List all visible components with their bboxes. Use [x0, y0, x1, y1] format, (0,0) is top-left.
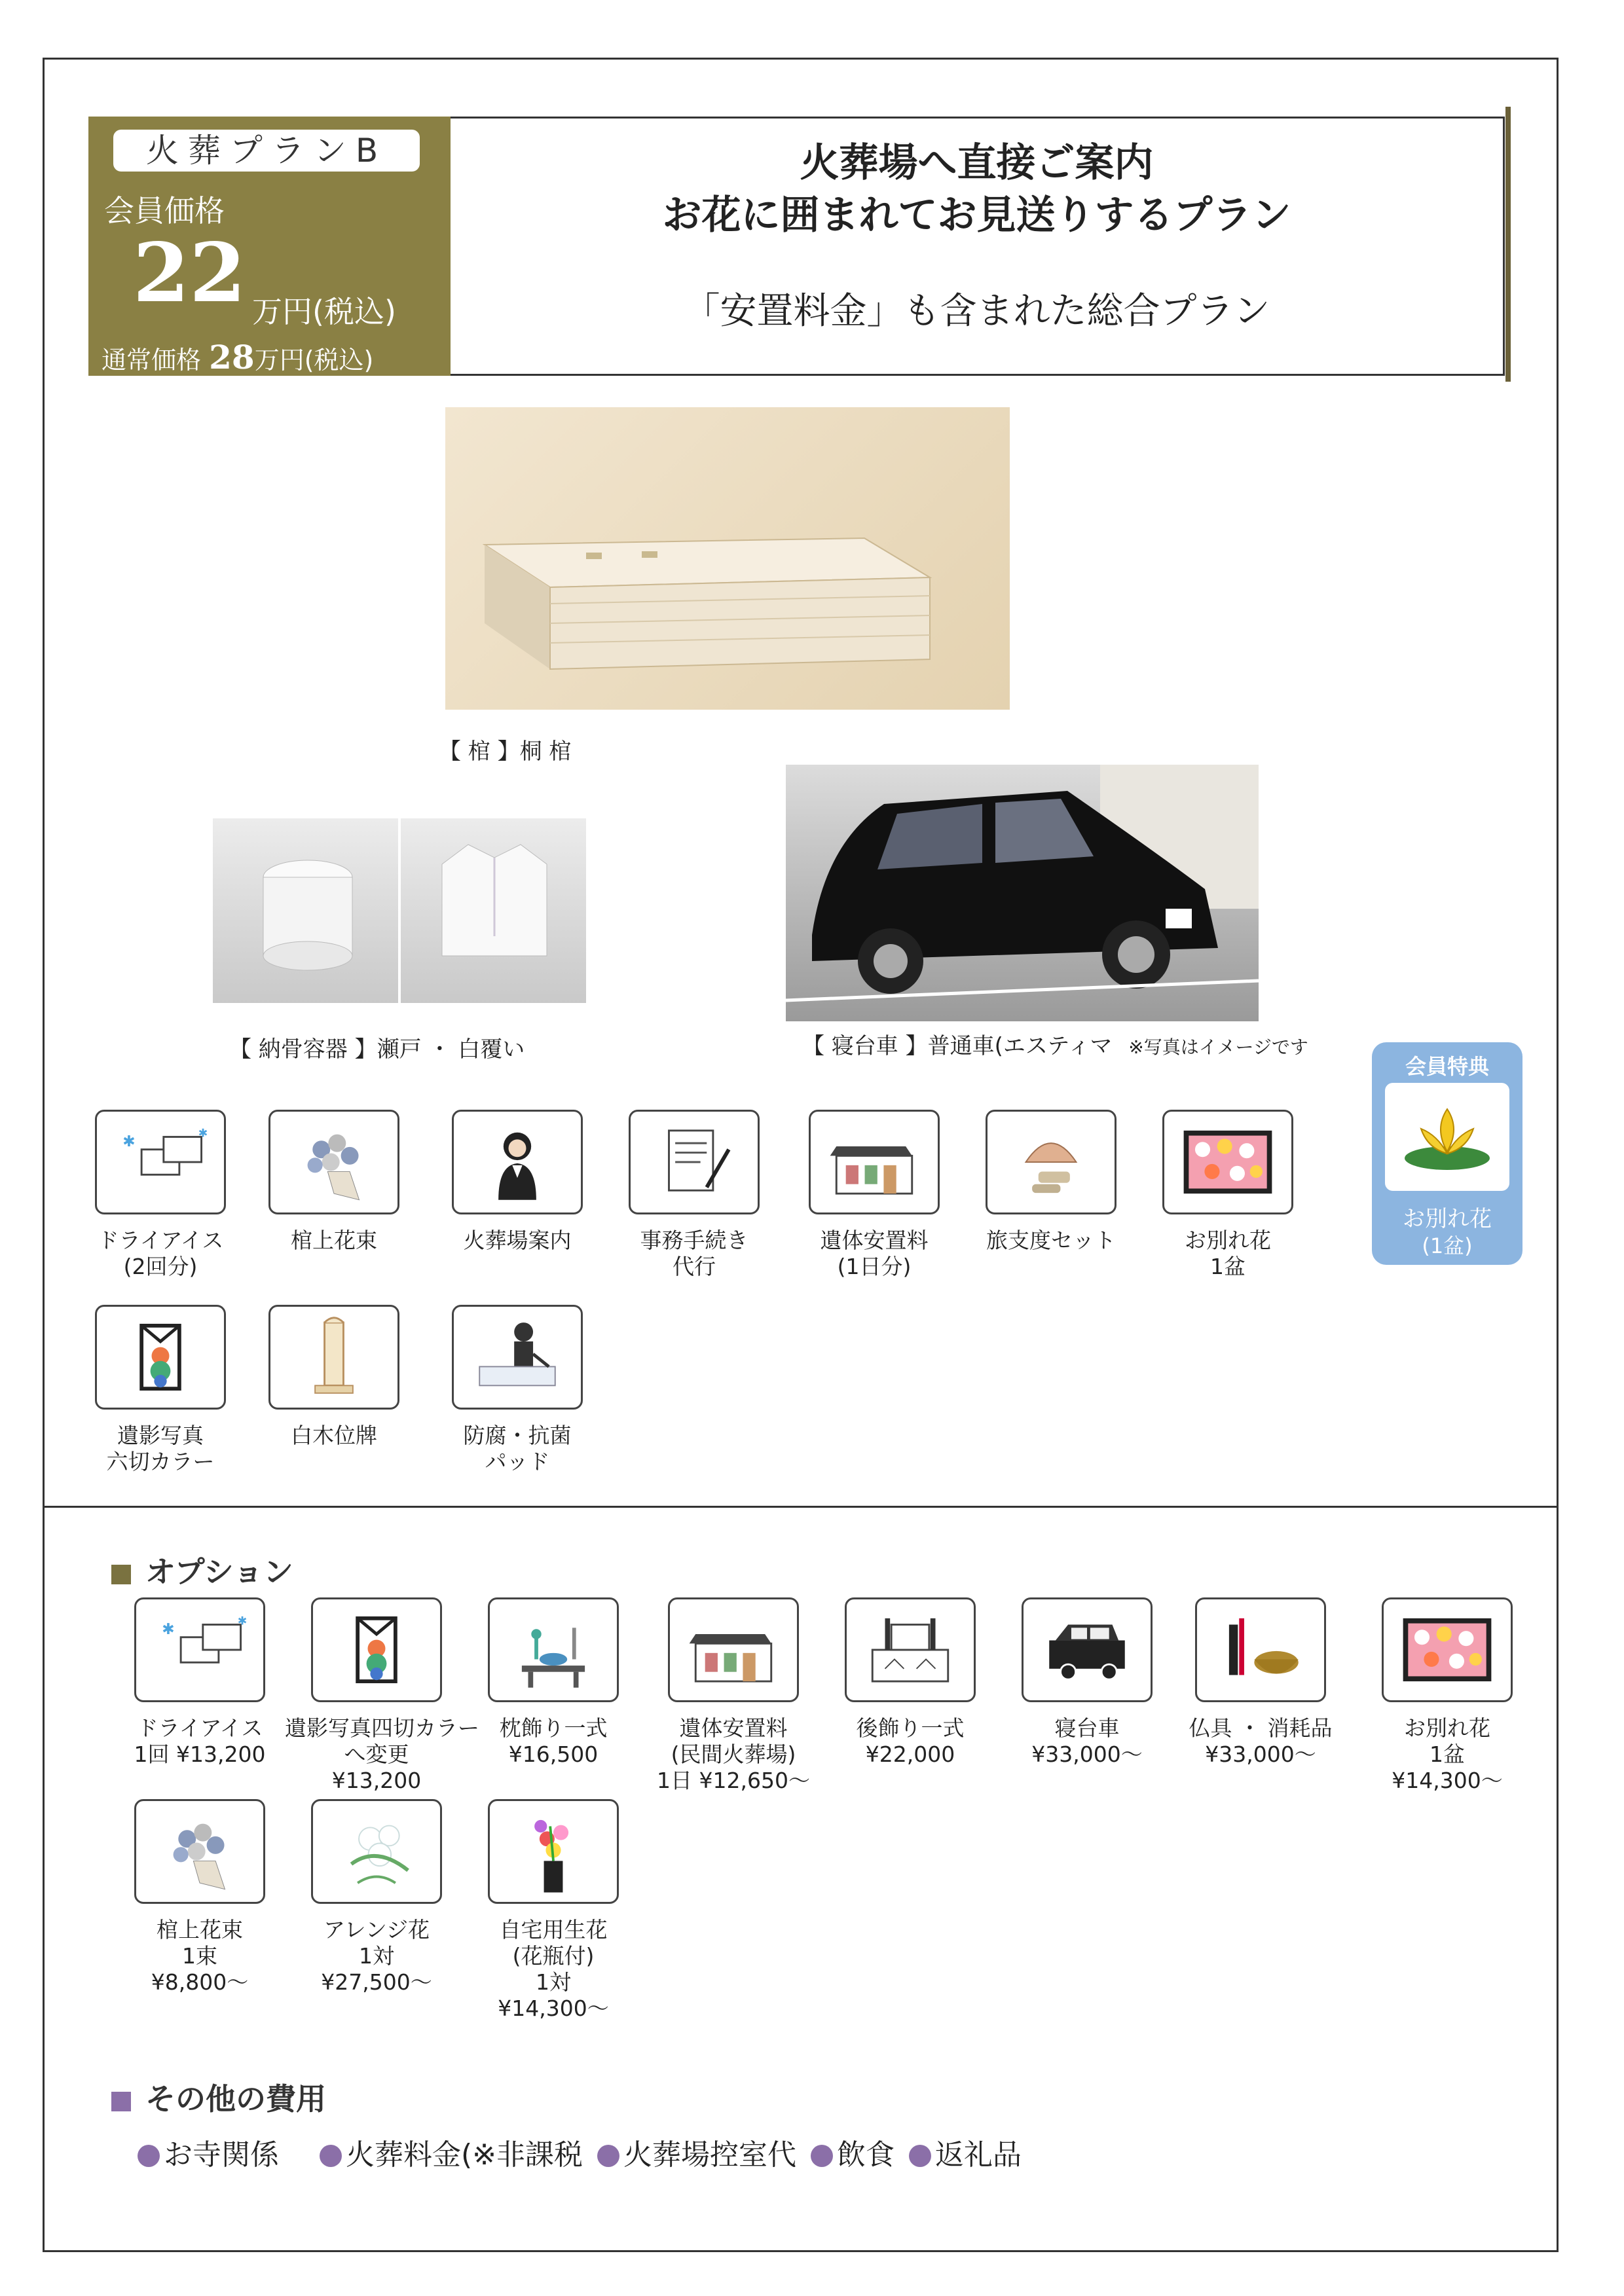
item-label-line: 旅支度セット	[986, 1228, 1116, 1253]
lotus-icon	[1385, 1083, 1509, 1191]
urn-photo	[213, 818, 586, 1003]
item-label-line: 棺上花束	[157, 1917, 243, 1942]
item-label-line: 1盆	[1210, 1254, 1246, 1279]
member-price-unit: 万円(税込)	[252, 294, 396, 329]
portrait-photo-icon	[97, 1307, 224, 1408]
item-tile	[845, 1597, 976, 1702]
hearse-photo	[786, 765, 1259, 1021]
other-cost-item: 火葬場控室代	[597, 2138, 796, 2172]
hearse-icon	[1024, 1599, 1151, 1700]
item-label	[108, 1715, 291, 1768]
item-tile	[134, 1597, 265, 1702]
other-cost-item: 火葬料金(※非課税	[320, 2138, 583, 2172]
dry-ice-icon	[136, 1599, 263, 1700]
item-label	[1169, 1715, 1352, 1768]
antiseptic-pad-icon	[454, 1307, 581, 1408]
item-label-line: ¥14,300～	[1392, 1768, 1503, 1793]
item-tile	[95, 1110, 226, 1214]
item-label-line: 事務手続き	[640, 1228, 748, 1253]
item-label-line: 遺体安置料	[820, 1228, 929, 1253]
item-label-line: ¥27,500～	[321, 1969, 432, 1995]
item-label	[462, 1715, 645, 1768]
member-price-value: 22	[133, 226, 246, 321]
item-label-line: 白木位牌	[291, 1423, 377, 1448]
travel-set-icon	[987, 1112, 1115, 1212]
dry-ice-icon	[97, 1112, 224, 1212]
item-label	[1356, 1715, 1539, 1794]
item-label-line: (1日分)	[837, 1254, 912, 1279]
vase-flowers-icon	[490, 1801, 617, 1902]
item-label	[285, 1917, 468, 1995]
item-label-line: (花瓶付)	[512, 1943, 595, 1969]
item-label-line: ¥14,300～	[498, 1995, 609, 2021]
member-perk-heading: 会員特典	[1405, 1054, 1489, 1079]
plan-name: 火葬プランB	[113, 130, 420, 172]
item-label	[285, 1715, 479, 1794]
altar-set-icon	[847, 1599, 974, 1700]
flower-tray-icon	[1384, 1599, 1511, 1700]
item-label	[242, 1228, 426, 1254]
item-tile	[488, 1799, 619, 1904]
title-line3: 「安置料金」も含まれた総合プラン	[683, 290, 1270, 333]
item-label-line: ¥33,000～	[1031, 1741, 1143, 1767]
item-label	[783, 1228, 966, 1280]
item-label-line: 1回 ¥13,200	[134, 1741, 266, 1767]
item-label-line: ¥16,500	[508, 1741, 599, 1767]
item-label-line: 遺影写真四切カラー	[285, 1715, 479, 1741]
member-perk-card	[1372, 1042, 1522, 1265]
other-square-marker	[111, 2092, 131, 2111]
item-label-line: お別れ花	[1185, 1228, 1271, 1253]
item-label	[1136, 1228, 1320, 1280]
item-label-line: (民間火葬場)	[671, 1741, 796, 1767]
item-label-line: ドライアイス	[136, 1715, 263, 1741]
memorial-tablet-icon	[270, 1307, 397, 1408]
normal-price-label: 通常価格	[101, 346, 202, 374]
item-label-line: 棺上花束	[291, 1228, 377, 1253]
item-label	[242, 1423, 426, 1449]
hearse-caption	[802, 1028, 1308, 1060]
item-label-line: 1対	[536, 1969, 571, 1995]
title-line2: お花に囲まれてお見送りするプラン	[662, 192, 1291, 238]
coffin-photo	[445, 407, 1010, 710]
other-costs-heading	[111, 2075, 326, 2119]
item-label-line: 枕飾り一式	[499, 1715, 608, 1741]
flower-arrangement-icon	[313, 1801, 440, 1902]
item-label-line: ドライアイス	[97, 1228, 224, 1253]
item-label-line: 1盆	[1430, 1741, 1465, 1767]
options-square-marker	[111, 1565, 131, 1584]
item-label	[69, 1228, 252, 1280]
item-tile	[668, 1597, 799, 1702]
other-costs-list	[138, 2131, 1053, 2173]
flower-tray-icon	[1164, 1112, 1291, 1212]
other-cost-item: お寺関係	[138, 2138, 279, 2172]
item-label	[426, 1423, 609, 1475]
item-tile	[1022, 1597, 1153, 1702]
svg-text:✱: ✱	[162, 1620, 175, 1638]
member-perk-line1: お別れ花	[1403, 1206, 1492, 1232]
item-label-line: お別れ花	[1404, 1715, 1490, 1741]
coffin-caption: 【 棺 】桐 棺	[439, 738, 572, 765]
member-perk-line2: (1盆)	[1422, 1233, 1473, 1258]
portrait-photo-icon	[313, 1599, 440, 1700]
item-tile	[452, 1305, 583, 1410]
mortuary-building-icon	[670, 1599, 797, 1700]
item-tile	[452, 1110, 583, 1214]
item-label	[108, 1917, 291, 1995]
item-label	[819, 1715, 1002, 1768]
options-title: オプション	[145, 1554, 293, 1590]
item-label-line: 六切カラー	[106, 1449, 215, 1474]
item-label-line: 防腐・抗菌	[463, 1423, 572, 1448]
item-label-line: 1日 ¥12,650～	[657, 1768, 810, 1793]
item-label-line: 1束	[182, 1943, 217, 1969]
item-tile	[95, 1305, 226, 1410]
svg-text:✱: ✱	[198, 1127, 208, 1140]
item-label-line: 代行	[673, 1254, 716, 1279]
item-label-line: ¥8,800～	[151, 1969, 249, 1995]
plan-price-box	[88, 117, 451, 376]
item-tile	[488, 1597, 619, 1702]
item-label	[642, 1715, 825, 1794]
item-tile	[268, 1305, 399, 1410]
hearse-caption-note: ※写真はイメージです	[1128, 1036, 1308, 1058]
member-price-label: 会員価格	[104, 193, 225, 228]
item-label	[995, 1715, 1179, 1768]
buddhist-goods-icon	[1197, 1599, 1324, 1700]
item-label-line: 寝台車	[1054, 1715, 1120, 1741]
item-label	[462, 1917, 645, 2022]
svg-text:✱: ✱	[122, 1133, 136, 1150]
item-label-line: 遺影写真	[117, 1423, 204, 1448]
item-tile	[809, 1110, 940, 1214]
item-tile	[1162, 1110, 1293, 1214]
item-label	[959, 1228, 1143, 1254]
normal-price-unit: 万円(税込)	[254, 346, 374, 374]
item-label-line: 1対	[359, 1943, 394, 1969]
item-label-line: へ変更	[344, 1741, 409, 1767]
hearse-caption-main: 【 寝台車 】普通車(エスティマ	[802, 1033, 1113, 1059]
item-tile	[986, 1110, 1116, 1214]
item-label-line: 仏具 ・ 消耗品	[1189, 1715, 1333, 1741]
item-label	[602, 1228, 786, 1280]
item-tile	[629, 1110, 760, 1214]
item-tile	[311, 1799, 442, 1904]
options-heading	[111, 1548, 293, 1592]
other-cost-item: 飲食	[811, 2138, 895, 2172]
item-label	[426, 1228, 609, 1254]
other-costs-title: その他の費用	[145, 2081, 326, 2117]
svg-text:✱: ✱	[237, 1614, 248, 1628]
mortuary-building-icon	[811, 1112, 938, 1212]
item-tile	[268, 1110, 399, 1214]
urn-caption: 【 納骨容器 】瀬戸 ・ 白覆い	[229, 1036, 525, 1063]
item-tile	[134, 1799, 265, 1904]
guide-staff-icon	[454, 1112, 581, 1212]
pillow-altar-icon	[490, 1599, 617, 1700]
paperwork-icon	[631, 1112, 758, 1212]
item-label-line: ¥22,000	[865, 1741, 955, 1767]
item-tile	[311, 1597, 442, 1702]
title-line1: 火葬場へ直接ご案内	[800, 140, 1154, 186]
item-label-line: パッド	[485, 1449, 550, 1474]
item-label-line: 自宅用生花	[499, 1917, 608, 1942]
item-label-line: (2回分)	[123, 1254, 198, 1279]
item-tile	[1195, 1597, 1326, 1702]
normal-price-value: 28	[209, 338, 255, 376]
section-divider	[43, 1506, 1559, 1508]
item-label-line: ¥13,200	[331, 1768, 422, 1793]
bouquet-icon	[136, 1801, 263, 1902]
other-cost-item: 返礼品	[909, 2138, 1022, 2172]
item-label-line: 火葬場案内	[463, 1228, 572, 1253]
item-label	[69, 1423, 252, 1475]
bouquet-icon	[270, 1112, 397, 1212]
item-label-line: 後飾り一式	[856, 1715, 965, 1741]
normal-price-row	[101, 338, 373, 376]
plan-title-box	[451, 117, 1505, 376]
item-label-line: アレンジ花	[323, 1917, 430, 1942]
item-label-line: 遺体安置料	[679, 1715, 788, 1741]
item-tile	[1382, 1597, 1513, 1702]
item-label-line: ¥33,000～	[1205, 1741, 1316, 1767]
